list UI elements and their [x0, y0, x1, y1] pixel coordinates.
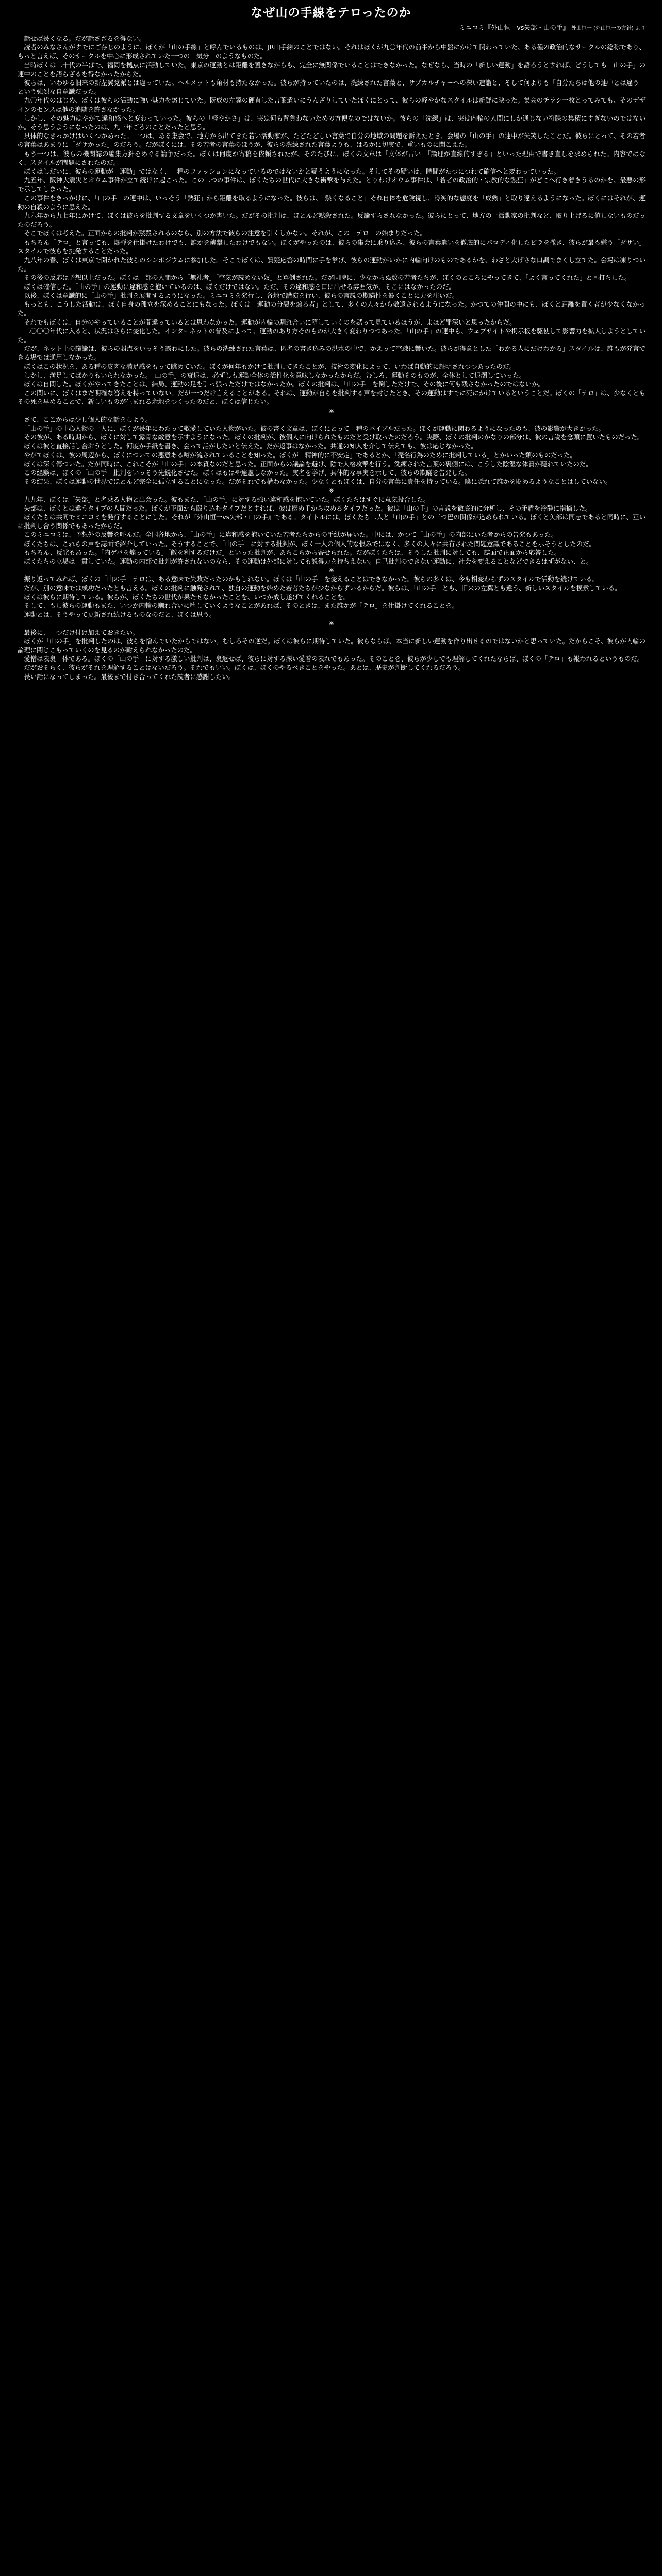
byline-author: 外山恒一 (外山恒一の方針) より [571, 26, 646, 31]
paragraph: 二〇〇〇年代に入ると、状況はさらに変化した。インターネットの普及によって、運動のあり方そのものが大きく変わりつつあった。「山の手」の連中も、ウェブサイトや掲示板を駆使して影響力を拡大しようとしていた。 [18, 327, 646, 344]
paragraph: 九八年の春、ぼくは東京で開かれた彼らのシンポジウムに参加した。そこでぼくは、質疑応答の時間に手を挙げ、彼らの運動がいかに内輪向けのものであるかを、わざと大げさな口調でまくし立てた。会場は凍りついた。 [18, 256, 646, 273]
paragraph: それでもぼくは、自分のやっていることが間違っているとは思わなかった。運動が内輪の馴れ合いに堕していくのを黙って見ているほうが、よほど罪深いと思ったからだ。 [24, 318, 516, 326]
paragraph: ぼくたちは、これらの声を誌面で紹介していった。そうすることで、「山の手」に対する批判が、ぼく一人の個人的な恨みではなく、多くの人々に共有された問題意識であることを示そうとしたのだ。 [24, 539, 595, 548]
paragraph: 九九年、ぼくは「矢部」と名乗る人物と出会った。彼もまた、「山の手」に対する強い違和感を抱いていた。ぼくたちはすぐに意気投合した。 [24, 495, 430, 503]
paragraph: 矢部は、ぼくとは違うタイプの人間だった。ぼくが正面から殴り込むタイプだとすれば、彼は搦め手から攻めるタイプだった。彼は「山の手」の言説を徹底的に分析し、その矛盾を冷静に指摘した。 [24, 504, 592, 512]
section-separator: ※ [328, 566, 335, 574]
paragraph: もっとも、こうした活動は、ぼく自身の孤立を深めることにもなった。ぼくは「運動の分裂を煽る者」として、多くの人々から敬遠されるようになった。かつての仲間の中にも、ぼくと距離を置く者が少なくなかった。 [18, 300, 646, 317]
paragraph: 最後に、一つだけ付け加えておきたい。 [24, 628, 139, 636]
paragraph: 当時ぼくは二十代の半ばで、福岡を拠点に活動していた。東京の運動とは距離を置きながらも、完全に無関係でいることはできなかった。なぜなら、当時の「新しい運動」を語ろうとすれば、どうしても「山の手」の連中のことを語らざるを得なかったからだ。 [18, 61, 646, 78]
paragraph: 振り返ってみれば、ぼくの「山の手」テロは、ある意味で失敗だったのかもしれない。ぼくは「山の手」を変えることはできなかった。彼らの多くは、今も相変わらずのスタイルで活動を続けている。 [24, 575, 599, 583]
paragraph: このミニコミは、予想外の反響を呼んだ。全国各地から、「山の手」に違和感を抱いていた若者たちからの手紙が届いた。中には、かつて「山の手」の内部にいた者からの告発もあった。 [24, 531, 557, 539]
paragraph: 以後、ぼくは意識的に「山の手」批判を展開するようになった。ミニコミを発行し、各地で講演を行い、彼らの言説の欺瞞性を暴くことに力を注いだ。 [24, 291, 458, 299]
paragraph: ぼくは自問した。ぼくがやってきたことは、結局、運動の足を引っ張っただけではなかったか。ぼくの批判は、「山の手」を倒しただけで、その後に何も残さなかったのではないか。 [24, 380, 544, 388]
paragraph: この経験は、ぼくの「山の手」批判をいっそう先鋭化させた。ぼくはもはや遠慮しなかった。実名を挙げ、具体的な事実を示して、彼らの欺瞞を告発した。 [24, 468, 471, 477]
paragraph: ぼくは彼と直接話し合おうとした。何度か手紙を書き、会って話がしたいと伝えた。だが返事はなかった。共通の知人を介して伝えても、彼は応じなかった。 [24, 442, 477, 450]
byline-prefix: ミニコミ『外山恒一vs矢部・山の手』 [458, 24, 569, 31]
paragraph: もちろん「テロ」と言っても、爆弾を仕掛けたわけでも、誰かを襲撃したわけでもない。ぼくがやったのは、彼らの集会に乗り込み、彼らの言葉遣いを徹底的にパロディ化したビラを撒き、彼らが最も嫌う「ダサい」スタイルで彼らを挑発することだった。 [18, 238, 646, 255]
paragraph: 彼らは、いわゆる旧来の新左翼党派とは違っていた。ヘルメットも角材も持たなかった。彼らが持っていたのは、洗練された言葉と、サブカルチャーへの深い造詣と、そして何よりも「自分たちは他の連中とは違う」という強烈な自意識だった。 [18, 79, 646, 96]
paragraph: ぼくはこの状況を、ある種の皮肉な満足感をもって眺めていた。ぼくが何年もかけて批判してきたことが、技術の変化によって、いわば自動的に証明されつつあったのだ。 [24, 362, 516, 370]
paragraph: ぼくが「山の手」を批判したのは、彼らを憎んでいたからではない。むしろその逆だ。ぼくは彼らに期待していた。彼らならば、本当に新しい運動を作り出せるのではないかと思っていた。だからこそ、彼らが内輪の論理に閉じこもっていくのを見るのが耐えられなかったのだ。 [18, 637, 646, 654]
page-title: なぜ山の手線をテロったのか [251, 6, 411, 20]
paragraph: やがてぼくは、彼の周辺から、ぼくについての悪意ある噂が流されていることを知った。ぼくが「精神的に不安定」であるとか、「売名行為のために批判している」とかいった類のものだった。 [24, 451, 576, 459]
paragraph: 九〇年代のはじめ、ぼくは彼らの活動に強い魅力を感じていた。既成の左翼の硬直した言葉遣いにうんざりしていたぼくにとって、彼らの軽やかなスタイルは新鮮に映った。集会のチラシ一枚とってみても、そのデザインのセンスは他の追随を許さなかった。 [18, 96, 646, 113]
paragraph: この問いに、ぼくはまだ明確な答えを持っていない。だが一つだけ言えることがある。それは、運動が自らを批判する声を封じたとき、その運動はすでに死にかけているということだ。ぼくの「テロ」は、少なくともその死を早めることで、新しいものが生まれる余地をつくったのだと、ぼくは信じたい。 [18, 389, 646, 406]
paragraph: ぼくは彼らに期待している。彼らが、ぼくたちの世代が果たせなかったことを、いつか成し遂げてくれることを。 [24, 592, 350, 601]
paragraph: だが、別の意味では成功だったとも言える。ぼくの批判に触発されて、独自の運動を始めた若者たちが少なからずいるからだ。彼らは、「山の手」とも、旧来の左翼とも違う、新しいスタイルを模索している。 [24, 584, 621, 592]
section-separator: ※ [328, 406, 335, 415]
paragraph: 長い話になってしまった。最後まで付き合ってくれた読者に感謝したい。 [24, 672, 235, 681]
paragraph: この事件をきっかけに、「山の手」の連中は、いっそう「熱狂」から距離を取るようになった。彼らは、「熱くなること」それ自体を危険視し、冷笑的な態度を「成熟」と取り違えるようになった。ぼくにはそれが、運動の自殺のように思えた。 [18, 194, 646, 211]
paragraph: だがおそらく、彼らがそれを理解することはないだろう。それでもいい。ぼくは、ぼくのやるべきことをやった。あとは、歴史が判断してくれるだろう。 [24, 664, 465, 672]
paragraph: ぼくは確信した。「山の手」の運動に違和感を抱いているのは、ぼくだけではない。ただ、その違和感を口に出せる雰囲気が、そこにはなかったのだ。 [24, 282, 455, 291]
paragraph: しかし、その魅力はやがて違和感へと変わっていった。彼らの「軽やかさ」は、実は何も背負わないための方便なのではないか。彼らの「洗練」は、実は内輪の人間にしか通じない符牒の集積にすぎないのではないか。そう思うようになったのは、九三年ごろのことだったと思う。 [18, 114, 646, 131]
paragraph: ぼくはしだいに、彼らの運動が「運動」ではなく、一種のファッションになっているのではないかと疑うようになった。そしてその疑いは、時間がたつにつれて確信へと変わっていった。 [24, 167, 560, 176]
paragraph: もちろん、反発もあった。「内ゲバを煽っている」「敵を利するだけだ」といった批判が、あちこちから寄せられた。だがぼくたちは、そうした批判に対しても、誌面で正面から応答した。 [24, 548, 561, 556]
paragraph: ぼくたちは共同でミニコミを発行することにした。それが『外山恒一vs矢部・山の手』である。タイトルには、ぼくたち二人と「山の手」との三つ巴の関係が込められている。ぼくと矢部は同志であると同時に、互いに批判し合う関係でもあったからだ。 [18, 513, 646, 530]
article-body [18, 34, 646, 2576]
paragraph: そこでぼくは考えた。正面からの批判が黙殺されるのなら、別の方法で彼らの注意を引くしかない。それが、この「テロ」の始まりだった。 [24, 229, 426, 238]
paragraph: ぼくは深く傷ついた。だが同時に、これこそが「山の手」の本質なのだと思った。正面からの議論を避け、陰で人格攻撃を行う。洗練された言葉の裏側には、こうした陰湿な体質が隠れていたのだ。 [24, 460, 592, 468]
paragraph: その結果、ぼくは運動の世界でほとんど完全に孤立することになった。だがそれでも構わなかった。少なくともぼくは、自分の言葉に責任を持っている。陰に隠れて誰かを貶めるようなことはしていない。 [24, 478, 612, 486]
paragraph: 具体的なきっかけはいくつかあった。一つは、ある集会で、地方から出てきた若い活動家が、たどたどしい言葉で自分の地域の問題を訴えたとき、会場の「山の手」の連中が失笑したことだ。彼らにとって、その若者の言葉はあまりに「ダサかった」のだろう。だがぼくには、その若者の言葉のほうが、彼らの洗練された言葉よりも、はるかに切実で、重いものに聞こえた。 [18, 132, 646, 149]
paragraph: しかし、満足してばかりもいられなかった。「山の手」の衰退は、必ずしも運動全体の活性化を意味しなかったからだ。むしろ、運動そのものが、全体として退潮していった。 [24, 371, 526, 379]
section-separator: ※ [328, 486, 335, 495]
paragraph: その後の反応は予想以上だった。ぼくは一部の人間から「無礼者」「空気が読めない奴」と罵倒された。だが同時に、少なからぬ数の若者たちが、ぼくのところにやってきて、「よく言ってくれた」と耳打ちした。 [24, 274, 631, 282]
paragraph: その彼が、ある時期から、ぼくに対して露骨な敵意を示すようになった。ぼくの批判が、彼個人に向けられたものだと受け取ったのだろう。実際、ぼくの批判のかなりの部分は、彼の言説を念頭に置いたものだった。 [24, 433, 644, 442]
paragraph: 運動とは、そうやって更新され続けるものなのだと、ぼくは思う。 [24, 611, 216, 619]
paragraph: さて、ここからは少し個人的な話をしよう。 [24, 415, 152, 423]
paragraph: 話せば長くなる。だが話さざるを得ない。 [24, 35, 145, 42]
paragraph: 九六年から九七年にかけて、ぼくは彼らを批判する文章をいくつか書いた。だがその批判は、ほとんど黙殺された。反論すらされなかった。彼らにとって、地方の一活動家の批判など、取り上げるに値しないものだったのだろう。 [18, 212, 646, 229]
paragraph: ぼくたちの立場は一貫していた。運動の内部で批判が許されないのなら、その運動は外部に対しても説得力を持ちえない。自己批判のできない運動に、社会を変えることなどできるはずがない、と。 [24, 557, 593, 565]
section-separator: ※ [328, 619, 335, 628]
paragraph: 「山の手」の中心人物の一人に、ぼくが長年にわたって敬愛していた人物がいた。彼の書く文章は、ぼくにとって一種のバイブルだった。ぼくが運動に関わるようになったのも、彼の影響が大きかった。 [24, 424, 605, 432]
paragraph: もう一つは、彼らの機関誌の編集方針をめぐる論争だった。ぼくは何度か寄稿を依頼されたが、そのたびに、ぼくの文章は「文体が古い」「論理が直線的すぎる」といった理由で書き直しを求められた。内容ではなく、スタイルが問題にされたのだ。 [18, 149, 646, 166]
paragraph: だが、ネット上の議論は、彼らの弱点をいっそう露わにした。彼らの洗練された言葉は、匿名の書き込みの洪水の中で、かえって空疎に響いた。彼らが得意とした「わかる人にだけわかる」スタイルは、誰もが発言できる場では通用しなかった。 [18, 345, 646, 362]
byline [459, 23, 646, 32]
paragraph: 読者のみなさんがすでにご存じのように、ぼくが「山の手線」と呼んでいるものは、JR山手線のことではない。それはぼくが九〇年代の前半から中盤にかけて関わっていた、ある種の政治的なサークルの総称であり、もっと言えば、そのサークルを中心に形成されていた一つの「気分」のようなものだ。 [18, 43, 646, 60]
paragraph: そして、もし彼らの運動もまた、いつか内輪の馴れ合いに堕していくようなことがあれば、そのときは、また誰かが「テロ」を仕掛けてくれることを。 [24, 602, 458, 609]
paragraph: 九五年、阪神大震災とオウム事件が立て続けに起こった。この二つの事件は、ぼくたちの世代に大きな衝撃を与えた。とりわけオウム事件は、「若者の政治的・宗教的な熱狂」がどこへ行き着きうるのかを、最悪の形で示してしまった。 [18, 176, 646, 193]
paragraph: 愛憎は表裏一体である。ぼくの「山の手」に対する激しい批判は、裏返せば、彼らに対する深い愛着の表れでもあった。そのことを、彼らが少しでも理解してくれたならば、ぼくの「テロ」も報われるというものだ。 [24, 655, 644, 663]
